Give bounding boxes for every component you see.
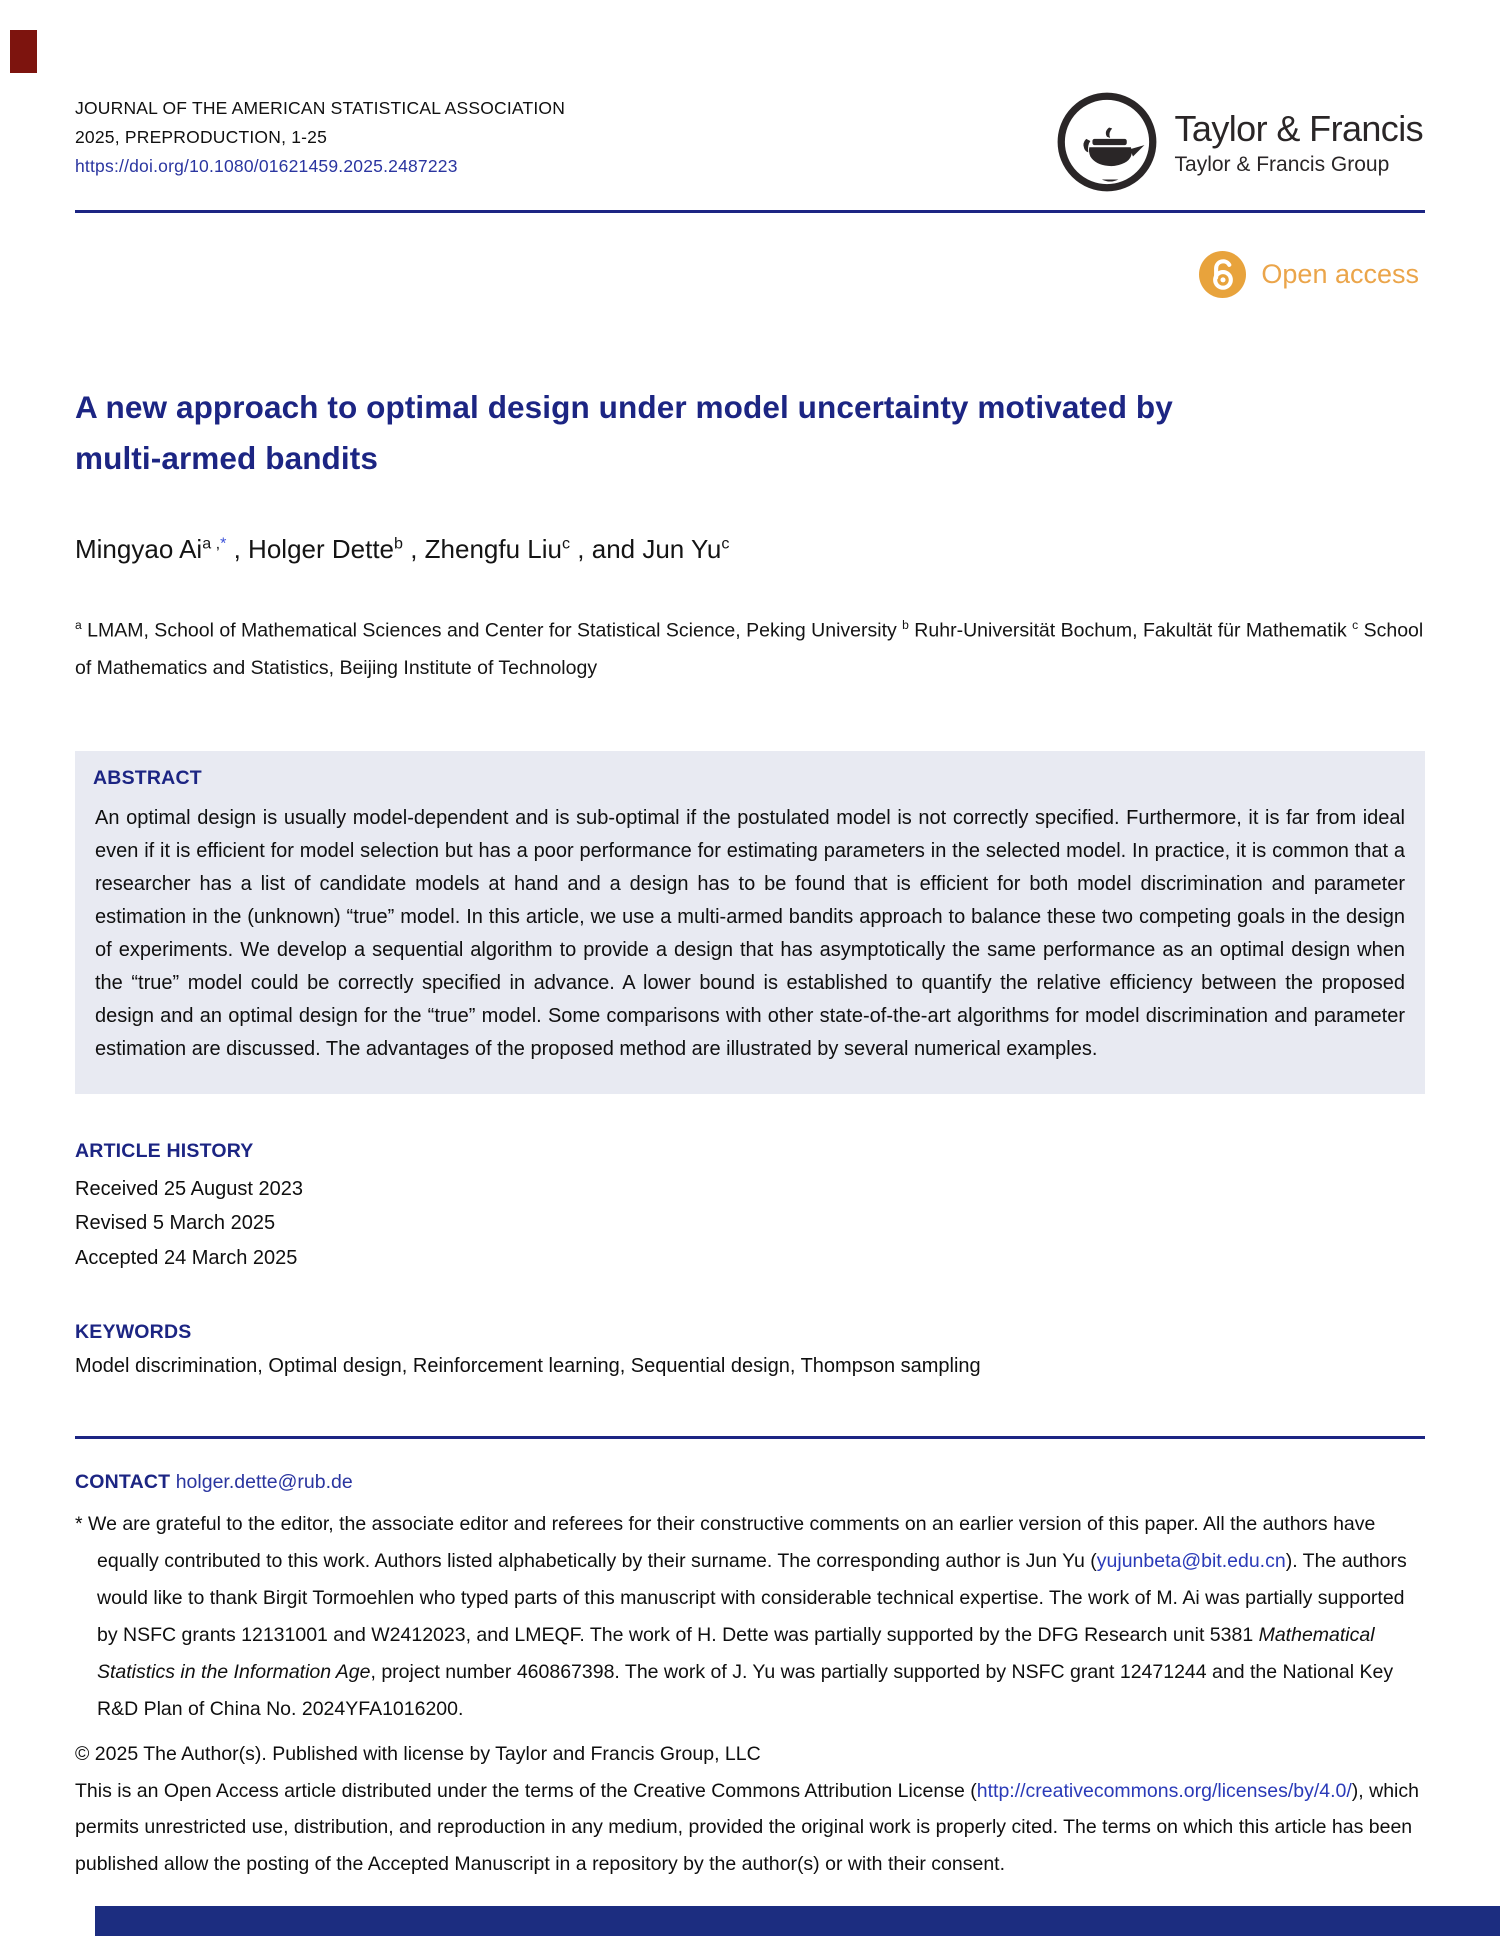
- publisher-wordmark: [1175, 108, 1423, 177]
- publisher-name: Taylor & Francis: [1174, 107, 1423, 149]
- bottom-navy-bar: [95, 1906, 1500, 1936]
- footnote-marker: *: [75, 1513, 83, 1535]
- abstract-heading: ABSTRACT: [93, 766, 202, 789]
- journal-volume-line: 2025, PREPRODUCTION, 1-25: [75, 127, 328, 147]
- acknowledgement-footnote: * We are grateful to the editor, the associate editor and referees for their constructive comments on an earlier version of this paper. All the authors have equally contributed to this work. Authors listed alphabetically by their surname. The corresponding author is Jun Yu (yujunbeta@bit.edu.cn). The authors would like to thank Birgit Tormoehlen who typed parts of this manuscript with considerable technical expertise. The work of M. Ai was partially supported by NSFC grants 12131001 and W2412023, and LMEQF. The work of H. Dette was partially supported by the DFG Research unit 5381 Mathematical Statistics in the Information Age, project number 460867398. The work of J. Yu was partially supported by NSFC grant 12471244 and the National Key R&D Plan of China No. 2024YFA1016200.: [75, 1513, 1407, 1720]
- keywords-section: [75, 1321, 1425, 1378]
- doi-link[interactable]: https://doi.org/10.1080/01621459.2025.2487223: [75, 156, 458, 176]
- article-history-section: [75, 1140, 1425, 1276]
- journal-header: [75, 0, 1425, 194]
- publisher-group-name: Taylor & Francis Group: [1174, 152, 1390, 176]
- page-corner-red-marker: [10, 30, 37, 73]
- journal-info-block: [75, 94, 565, 181]
- open-access-label: Open access: [1261, 259, 1419, 289]
- keywords-heading: KEYWORDS: [75, 1321, 192, 1343]
- journal-name: JOURNAL OF THE AMERICAN STATISTICAL ASSOCIATION: [75, 98, 566, 118]
- history-revised: Revised 5 March 2025: [75, 1212, 276, 1234]
- article-history-heading: ARTICLE HISTORY: [75, 1139, 254, 1162]
- taylor-francis-teapot-icon: [1055, 90, 1159, 194]
- abstract-box: [75, 751, 1425, 1094]
- open-access-badge: [75, 251, 1425, 298]
- article-title: A new approach to optimal design under model uncertainty motivated by multi-armed bandits: [75, 389, 1173, 476]
- author-list: Mingyao $Ai^{a ,*}$ , Holger Dette$^b$ , Zhengfu Liu$^c$ , and Jun Yu$^c$: [75, 534, 730, 564]
- affiliations: $^a$ LMAM, School of Mathematical Sciences and Center for Statistical Science, Peking University $^b$ Ruhr-Universität Bochum, Fakultät für Mathematik $^c$ School of Mathematics and Statistics, Beijing Institute of Technology: [75, 618, 1424, 679]
- copyright-line: © 2025 The Author(s). Published with license by Taylor and Francis Group, LLC: [75, 1743, 761, 1765]
- publisher-logo: [1055, 90, 1423, 194]
- contact-email-link[interactable]: holger.dette@rub.de: [175, 1471, 353, 1493]
- open-access-padlock-icon: [1199, 251, 1246, 298]
- license-paragraph: This is an Open Access article distributed under the terms of the Creative Commons Attribution License (http://creativecommons.org/licenses/by/4.0/), which permits unrestricted use, distribution, and reproduction in any medium, provided the original work is properly cited. The terms on which this article has been published allow the posting of the Accepted Manuscript in a repository by the author(s) or with their consent.: [75, 1779, 1419, 1875]
- contact-label: CONTACT: [75, 1471, 171, 1493]
- header-divider-rule: [75, 210, 1425, 213]
- history-received: Received 25 August 2023: [75, 1177, 303, 1200]
- keywords-list: Model discrimination, Optimal design, Reinforcement learning, Sequential design, Thompson sampling: [75, 1355, 981, 1377]
- footnote-divider-rule: [75, 1436, 1425, 1439]
- history-accepted: Accepted 24 March 2025: [75, 1246, 298, 1269]
- contact-line: [75, 1471, 1425, 1494]
- abstract-text: An optimal design is usually model-dependent and is sub-optimal if the postulated model is not correctly specified. Furthermore, it is far from ideal even if it is efficient for model selection but has a poor performance for estimating parameters in the selected model. In practice, it is common that a researcher has a list of candidate models at hand and a design has to be found that is efficient for both model discrimination and parameter estimation in the (unknown) “true” model. In this article, we use a multi-armed bandits approach to balance these two competing goals in the design of experiments. We develop a sequential algorithm to provide a design that has asymptotically the same performance as an optimal design when the “true” model could be correctly specified in advance. A lower bound is established to quantify the relative efficiency between the proposed design and an optimal design for the “true” model. Some comparisons with other state-of-the-art algorithms for model discrimination and parameter estimation are discussed. The advantages of the proposed method are illustrated by several numerical examples.: [95, 806, 1405, 1060]
